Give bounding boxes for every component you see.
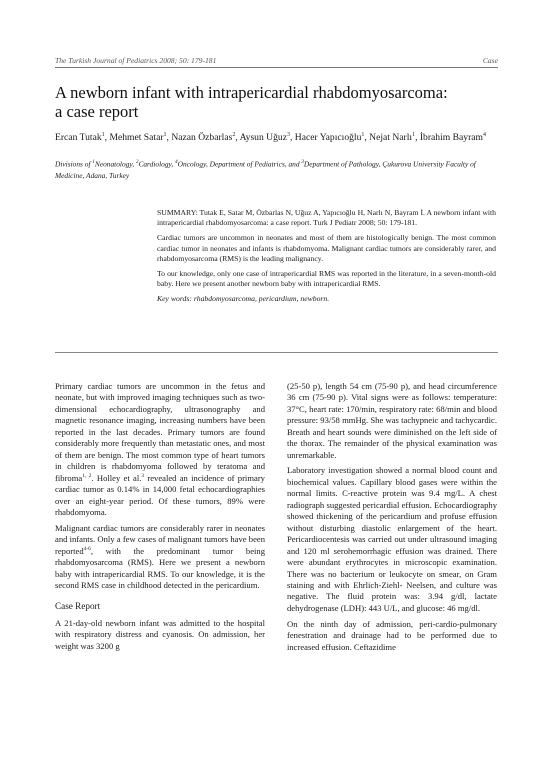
- affil-mark: 2: [135, 160, 139, 165]
- article-title: [55, 83, 505, 121]
- author-name: Mehmet Satar: [109, 132, 164, 144]
- author-affil-mark: 1: [101, 132, 105, 138]
- title-line-2: a case report: [55, 102, 139, 121]
- citation-ref: 4-6: [83, 545, 91, 552]
- affiliations: [55, 157, 505, 181]
- article-type: Case: [482, 56, 498, 65]
- journal-citation: The Turkish Journal of Pediatrics 2008; 50: 179-181: [55, 56, 217, 65]
- affil-mark: 3: [301, 160, 304, 165]
- citation-ref: 3: [141, 472, 145, 479]
- header-divider: [55, 67, 498, 68]
- author-affil-mark: 1: [412, 132, 416, 138]
- body-column-right: [287, 381, 497, 657]
- author-affil-mark: 1: [361, 132, 365, 138]
- affil-mark: 1: [92, 160, 95, 165]
- author-affil-mark: 2: [232, 132, 236, 138]
- abstract-summary: SUMMARY: Tutak E, Satar M, Özbarlas N, Uğuz A, Yapıcıoğlu H, Narlı N, Bayram İ. A newborn infant with intrapericardial rhabdomyosarcoma: a case report. Turk J Pediatr 2008; 50: 179-181.: [157, 208, 496, 228]
- author-name: Hacer Yapıcıoğlu: [294, 132, 362, 144]
- affil-text: Oncology, Department of Pediatrics, and: [177, 159, 302, 169]
- author-separator: ,: [235, 132, 240, 144]
- affil-text: Cardiology,: [138, 159, 176, 169]
- author-separator: ,: [166, 132, 172, 144]
- text-run: revealed an incidence of primary cardiac tumor as 0.14% in 14,000 fetal echocardiographies over an eight-year period. Of these tumors, 89% were rhabdomyoma.: [55, 472, 265, 517]
- author-separator: ,: [364, 132, 370, 144]
- text-run: Primary cardiac tumors are uncommon in the fetus and neonate, but with improved imaging techniques such as two-dimensional echocardiography, ultrasonography and magnetic resonance imaging, increasing numbers have been reported in the last decades. Primary tumors are found considerably more frequently than metastatic ones, and most of them are benign. The most common type of heart tumors in children is rhabdomyoma followed by teratoma and fibroma: [55, 381, 265, 483]
- abstract: [157, 208, 496, 309]
- text-run: . Holley et al.: [91, 472, 142, 483]
- body-paragraph: Laboratory investigation showed a normal blood count and biochemical values. Capillary blood gases were within the normal limits. C-reactive protein was 9.4 mg/L. A chest radiograph suggested pericardial effusion. Echocardiography showed thickening of the pericardium and profuse effusion without disturbing diastolic enlargement of the heart. Pericardiocentesis was carried out under ultrasound imaging and 120 ml serohemorrhagic effusion was drained. There were abundant erythrocytes in microscopic examination. There was no bacterium or leukocyte on smear, on Gram staining and with Ehrlich-Ziehl- Neelsen, and culture was negative. The fluid protein was: 3.94 g/dl, lactate dehydrogenase (LDH): 443 U/L, and glucose: 46 mg/dl.: [287, 465, 497, 613]
- author-affil-mark: 4: [483, 132, 486, 138]
- author-name: Nazan Özbarlas: [171, 132, 233, 144]
- affil-text: Department of Pathology, Çukurova University Faculty of Medicine, Adana, Turkey: [55, 159, 476, 180]
- text-run: Malignant cardiac tumors are considerably rarer in neonates and infants. Only a few cases of malignant tumors have been reported: [55, 522, 265, 556]
- affil-text: Neonatology,: [94, 159, 136, 169]
- keywords: Key words: rhabdomyosarcoma, pericardium, newborn.: [157, 294, 330, 304]
- body-paragraph: [55, 381, 265, 518]
- title-line-1: A newborn infant with intrapericardial rhabdomyosarcoma:: [55, 83, 448, 102]
- body-paragraph: (25-50 p), length 54 cm (75-90 p), and head circumference 36 cm (75-90 p). Vital signs were as follows: temperature: 37°C, heart rate: 170/min, respiratory rate: 68/min and blood pressure: 93/58 mmHg. She was tachypneic and tachycardic. Breath and heart sounds were diminished on the left side of the thorax. The remainder of the physical examination was unremarkable.: [287, 381, 497, 460]
- author-affil-mark: 3: [286, 132, 290, 138]
- author-name: Aysun Uğuz: [239, 132, 287, 144]
- author-affil-mark: 1: [163, 132, 167, 138]
- author-list: [55, 128, 500, 145]
- abstract-paragraph: Cardiac tumors are uncommon in neonates and most of them are histologically benign. The most common cardiac tumor in neonates and infants is rhabdomyoma. Malignant cardiac tumors are considerably rarer, and rhabdomyosarcoma (RMS) is the leading malignancy.: [157, 233, 496, 264]
- affil-mark: 4: [175, 160, 178, 165]
- abstract-paragraph: To our knowledge, only one case of intrapericardial RMS was reported in the literature, in a seven-month-old baby. Here we present another newborn baby with intrapericardial RMS.: [157, 268, 496, 289]
- author-name: İbrahim Bayram: [419, 132, 483, 144]
- text-run: , with the predominant tumor being rhabdomyosarcoma (RMS). Here we present a newborn baby with intrapericardial RMS. To our knowledge, it is the second RMS case in childhood detected in the pericardium.: [55, 545, 265, 590]
- body-paragraph: A 21-day-old newborn infant was admitted to the hospital with respiratory distress and cyanosis. On admission, her weight was 3200 g: [55, 617, 265, 651]
- body-column-left: [55, 381, 265, 657]
- abstract-divider: [55, 352, 498, 353]
- citation-ref: 1, 2: [82, 472, 92, 479]
- affil-prefix: Divisions of: [55, 159, 93, 169]
- author-separator: ,: [289, 132, 295, 144]
- body-paragraph: On the ninth day of admission, peri-cardio-pulmonary fenestration and drainage had to be performed due to increased effusion. Ceftazidime: [287, 618, 497, 652]
- section-heading: Case Report: [55, 601, 101, 612]
- body-paragraph: [55, 523, 265, 592]
- author-name: Ercan Tutak: [55, 132, 102, 144]
- author-separator: ,: [415, 132, 420, 144]
- author-name: Nejat Narlı: [369, 132, 413, 144]
- author-separator: ,: [104, 132, 110, 144]
